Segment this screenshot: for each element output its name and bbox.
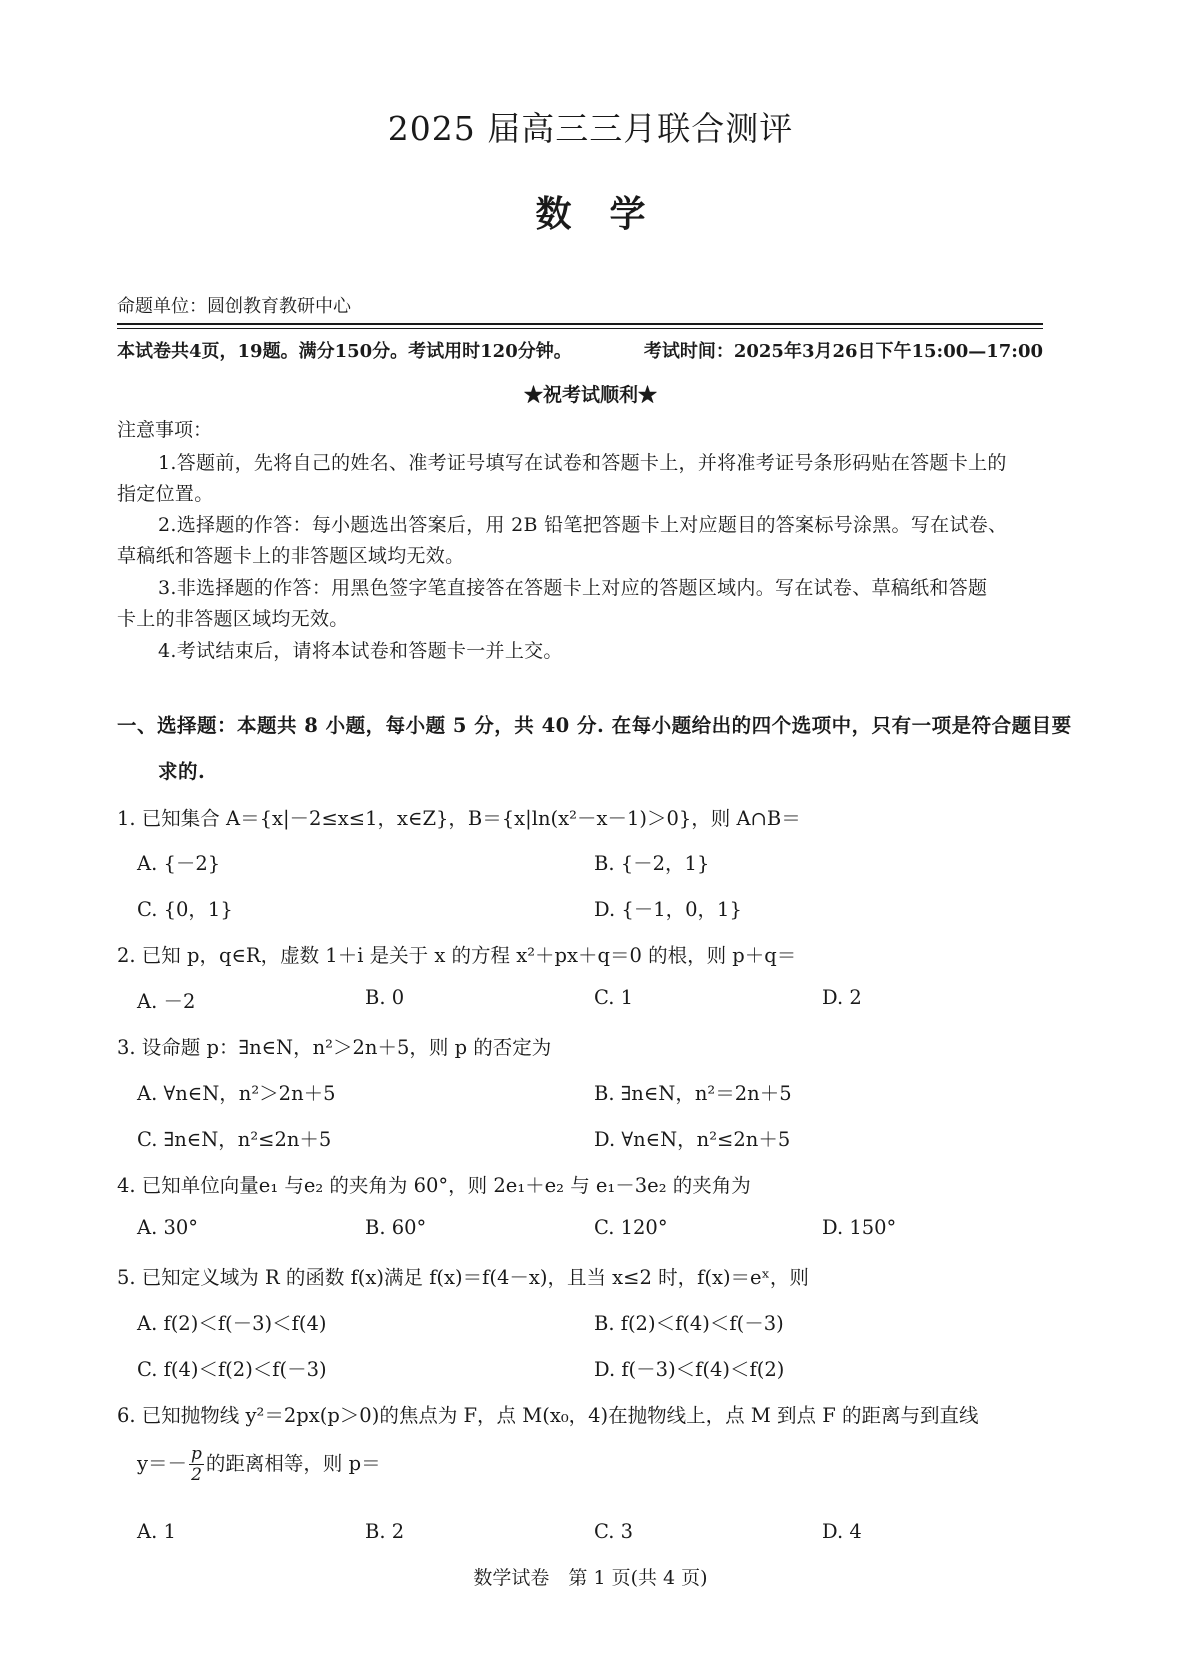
q3-option-c: C. ∃n∈N，n²≤2n＋5 (137, 1128, 332, 1151)
question-3: 3. 设命题 p：∃n∈N，n²＞2n＋5，则 p 的否定为 (117, 1036, 552, 1059)
header-rule-thick (117, 323, 1043, 325)
note-line: 3.非选择题的作答：用黑色签字笔直接答在答题卡上对应的答题区域内。写在试卷、草稿纸和答题 (158, 577, 988, 599)
question-4: 4. 已知单位向量e₁ 与e₂ 的夹角为 60°，则 2e₁＋e₂ 与 e₁－3e₂ 的夹角为 (117, 1174, 751, 1197)
fraction-denominator: 2 (191, 1465, 202, 1485)
exam-title: 2025 届高三三月联合测评 (387, 109, 794, 148)
notes-title: 注意事项： (117, 419, 213, 441)
question-1: 1. 已知集合 A＝{x|－2≤x≤1，x∈Z}，B＝{x|ln(x²－x－1)＞0}，则 A∩B＝ (117, 807, 801, 830)
note-line: 1.答题前，先将自己的姓名、准考证号填写在试卷和答题卡上，并将准考证号条形码贴在答题卡上的 (158, 452, 1007, 474)
note-line: 卡上的非答题区域均无效。 (117, 608, 349, 630)
q5-option-c: C. f(4)＜f(2)＜f(－3) (137, 1358, 327, 1381)
q3-option-a: A. ∀n∈N，n²＞2n＋5 (137, 1082, 336, 1105)
q6-option-c: C. 3 (594, 1520, 634, 1543)
q2-option-b: B. 0 (365, 986, 405, 1009)
note-line: 草稿纸和答题卡上的非答题区域均无效。 (117, 545, 465, 567)
q5-option-b: B. f(2)＜f(4)＜f(－3) (594, 1312, 784, 1335)
q4-option-a: A. 30° (137, 1216, 199, 1239)
q1-option-a: A. {－2} (137, 852, 221, 875)
good-luck-banner: ★祝考试顺利★ (523, 384, 657, 406)
note-line: 2.选择题的作答：每小题选出答案后，用 2B 铅笔把答题卡上对应题目的答案标号涂黑。写在试卷、 (158, 514, 1008, 536)
q1-option-c: C. {0，1} (137, 898, 233, 921)
question-5: 5. 已知定义域为 R 的函数 f(x)满足 f(x)＝f(4－x)，且当 x≤2 时，f(x)＝eˣ，则 (117, 1266, 809, 1289)
q6-option-a: A. 1 (137, 1520, 176, 1543)
q4-option-b: B. 60° (365, 1216, 427, 1239)
q2-option-c: C. 1 (594, 986, 634, 1009)
q2-option-d: D. 2 (822, 986, 862, 1009)
header-rule-thin (117, 328, 1043, 329)
fraction-p-over-2 (189, 1444, 204, 1485)
q5-option-a: A. f(2)＜f(－3)＜f(4) (137, 1312, 327, 1335)
page-footer: 数学试卷 第 1 页(共 4 页) (473, 1567, 708, 1589)
q4-option-c: C. 120° (594, 1216, 668, 1239)
author-unit: 命题单位：圆创教育教研中心 (117, 296, 351, 317)
q6-line-suffix: 的距离相等，则 p＝ (205, 1452, 381, 1475)
section-heading: 一、选择题：本题共 8 小题，每小题 5 分，共 40 分. 在每小题给出的四个选项中，只有一项是符合题目要 (117, 714, 1072, 737)
q4-option-d: D. 150° (822, 1216, 897, 1239)
q2-option-a: A. －2 (137, 990, 196, 1013)
q6-line-prefix: y＝－ (137, 1452, 188, 1475)
note-line: 指定位置。 (117, 483, 214, 505)
question-6: 6. 已知抛物线 y²＝2px(p＞0)的焦点为 F，点 M(x₀，4)在抛物线上，点 M 到点 F 的距离与到直线 (117, 1404, 979, 1427)
q3-option-d: D. ∀n∈N，n²≤2n＋5 (594, 1128, 791, 1151)
q1-option-d: D. {－1，0，1} (594, 898, 742, 921)
q3-option-b: B. ∃n∈N，n²＝2n＋5 (594, 1082, 792, 1105)
subject-title: 数学 (535, 193, 684, 235)
question-6-cont (137, 1444, 381, 1485)
q6-option-b: B. 2 (365, 1520, 405, 1543)
exam-info: 本试卷共4页，19题。满分150分。考试用时120分钟。 (117, 341, 572, 362)
q5-option-d: D. f(－3)＜f(4)＜f(2) (594, 1358, 785, 1381)
q1-option-b: B. {－2，1} (594, 852, 710, 875)
q6-option-d: D. 4 (822, 1520, 862, 1543)
question-2: 2. 已知 p，q∈R，虚数 1＋i 是关于 x 的方程 x²＋px＋q＝0 的根，则 p＋q＝ (117, 944, 797, 967)
section-heading-cont: 求的. (158, 760, 206, 783)
note-line: 4.考试结束后，请将本试卷和答题卡一并上交。 (158, 640, 563, 662)
exam-time: 考试时间：2025年3月26日下午15:00—17:00 (643, 341, 1043, 362)
fraction-numerator: p (191, 1444, 202, 1464)
